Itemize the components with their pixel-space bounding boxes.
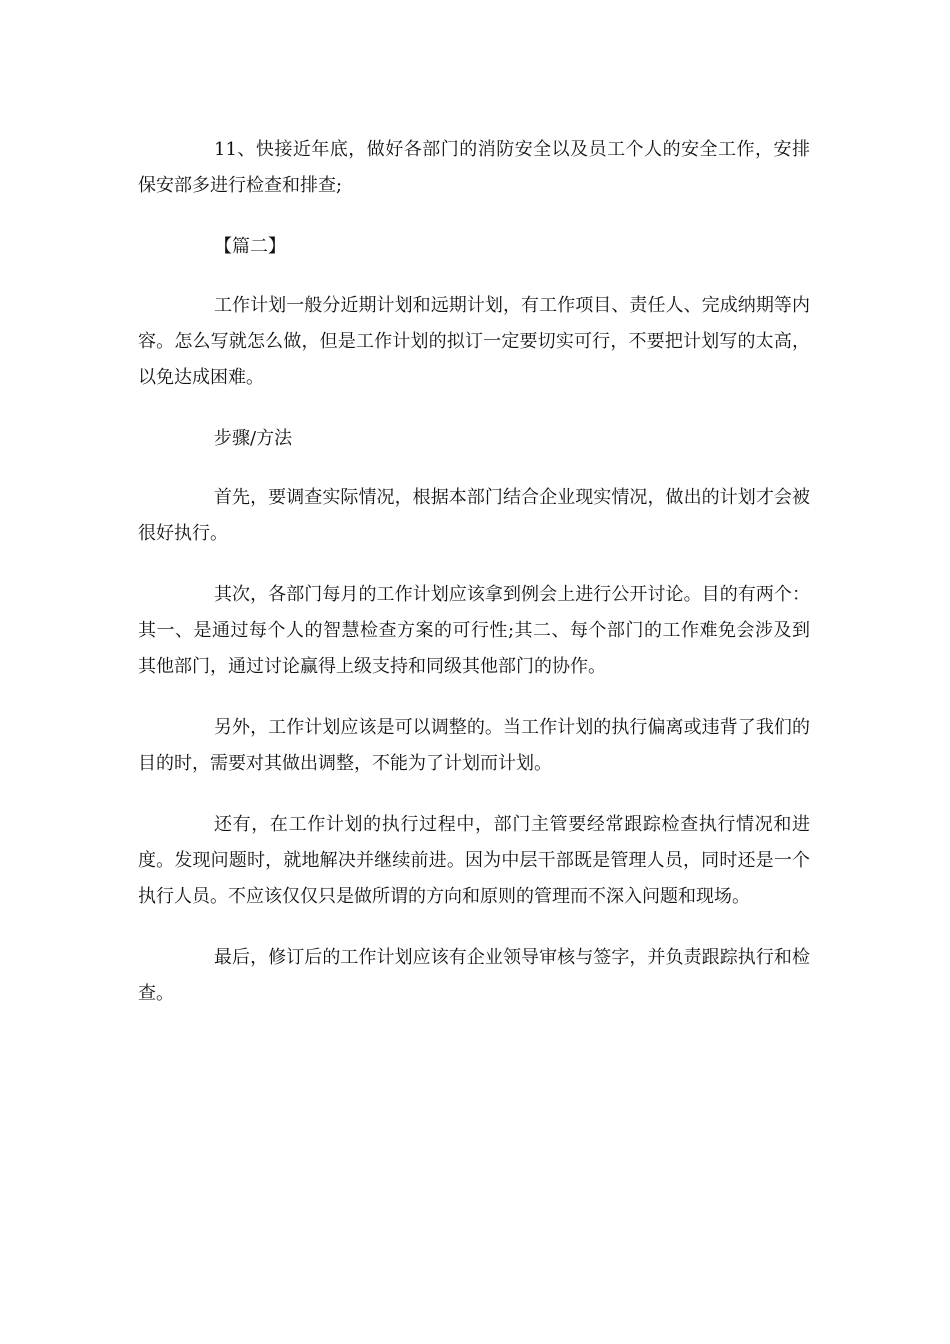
paragraph-fire-safety: 11、快接近年底，做好各部门的消防安全以及员工个人的安全工作，安排保安部多进行检查和排查;: [138, 139, 810, 196]
document-page: [138, 132, 810, 1037]
section-heading-part-two: 【篇二】: [214, 236, 286, 257]
paragraph-step-tracking: 还有，在工作计划的执行过程中，部门主管要经常跟踪检查执行情况和进度。发现问题时，就地解决并继续前进。因为中层干部既是管理人员，同时还是一个执行人员。不应该仅仅只是做所谓的方向和原则的管理而不深入问题和现场。: [138, 814, 810, 907]
section-heading-steps-methods: 步骤/方法: [214, 428, 293, 449]
paragraph-work-plan-intro: 工作计划一般分近期计划和远期计划，有工作项目、责任人、完成纳期等内容。怎么写就怎么做，但是工作计划的拟订一定要切实可行，不要把计划写的太高，以免达成困难。: [138, 295, 810, 388]
paragraph-step-second: 其次，各部门每月的工作计划应该拿到例会上进行公开讨论。目的有两个：其一、是通过每个人的智慧检查方案的可行性;其二、每个部门的工作难免会涉及到其他部门，通过讨论赢得上级支持和同级其他部门的协作。: [138, 584, 810, 677]
paragraph-step-first: 首先，要调查实际情况，根据本部门结合企业现实情况，做出的计划才会被很好执行。: [138, 487, 810, 544]
paragraph-step-adjust: 另外，工作计划应该是可以调整的。当工作计划的执行偏离或违背了我们的目的时，需要对其做出调整，不能为了计划而计划。: [138, 717, 810, 774]
paragraph-step-final: 最后，修订后的工作计划应该有企业领导审核与签字，并负责跟踪执行和检查。: [138, 947, 810, 1004]
